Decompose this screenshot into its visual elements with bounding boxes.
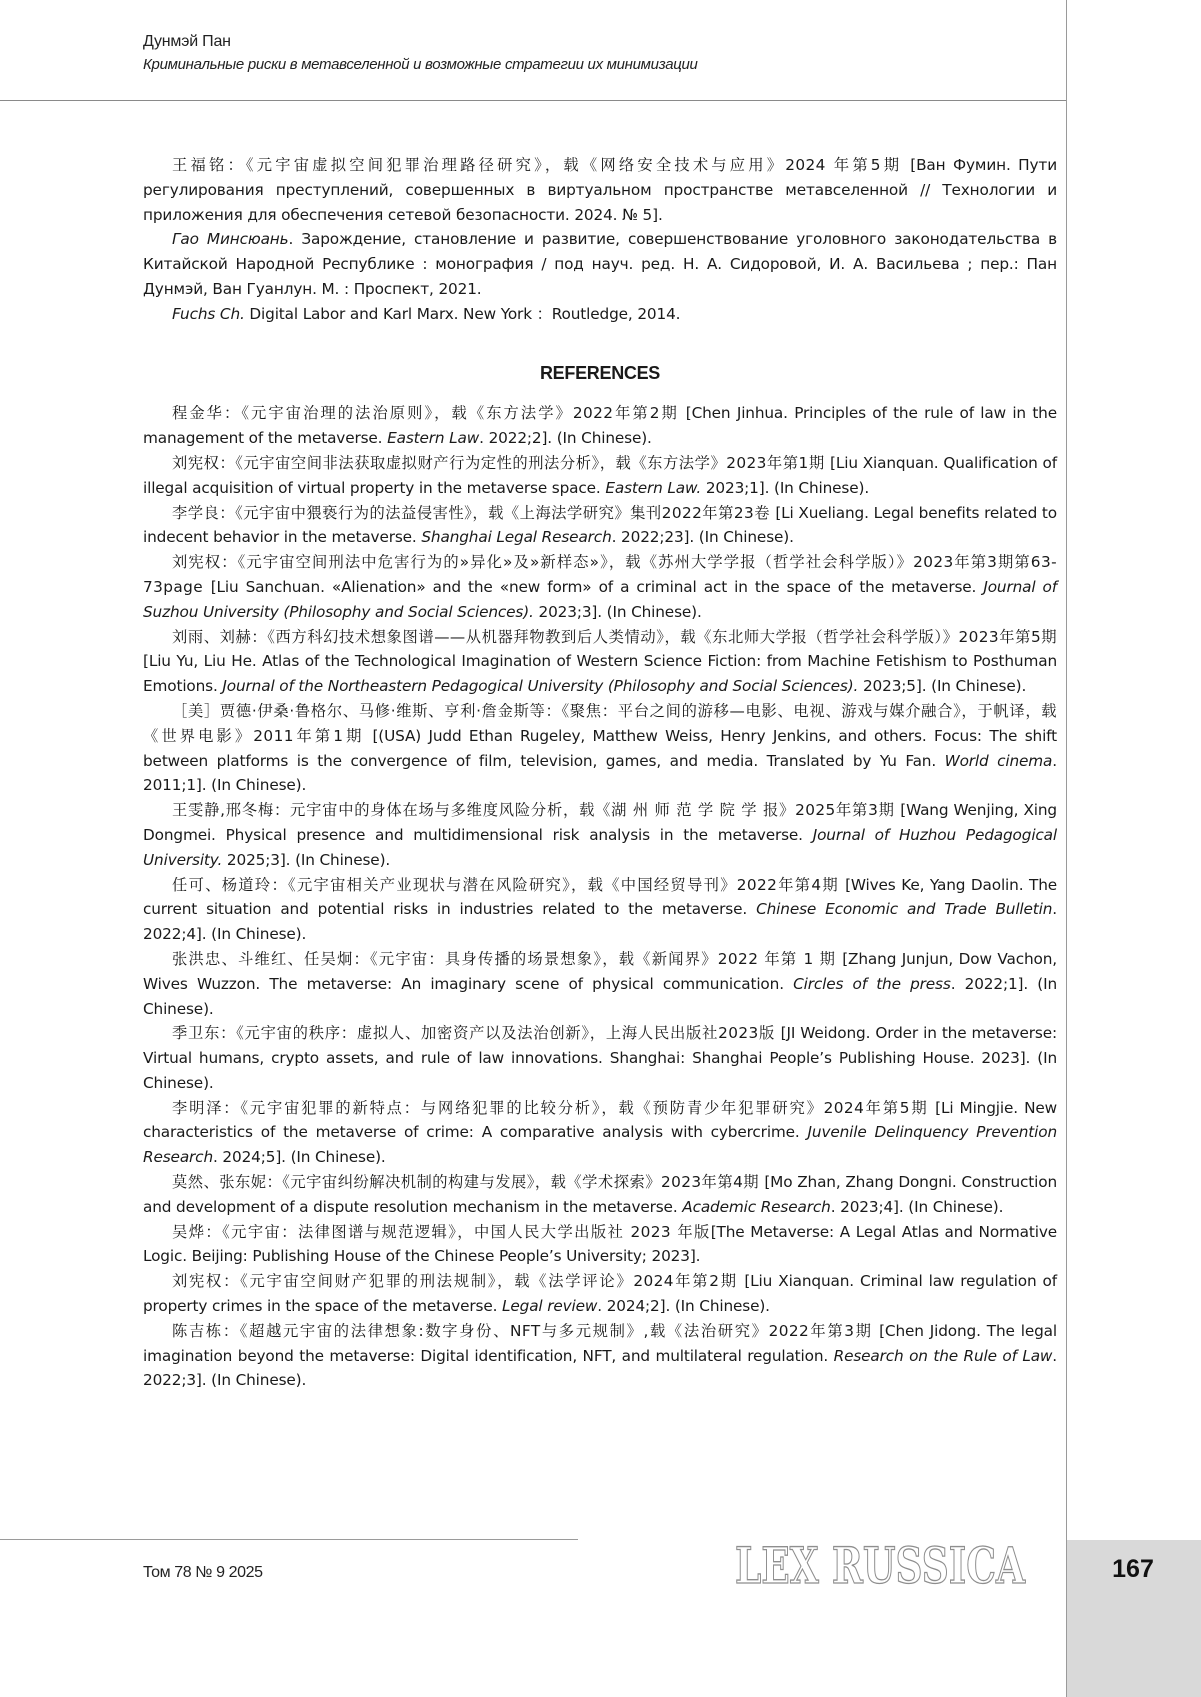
reference-original-text: 李明泽：《元宇宙犯罪的新特点：与网络犯罪的比较分析》，载《预防青少年犯罪研究》2024年第5期 <box>172 1098 936 1117</box>
reference-text: . 2011;1]. (In Chinese). <box>143 751 1057 795</box>
reference-source-title: Juvenile Delinquency Prevention Research <box>143 1123 1057 1167</box>
reference-source-title: World cinema <box>944 751 1053 770</box>
reference-source-title: Shanghai Legal Research <box>421 528 612 547</box>
reference-original-text: 刘宪权：《元宇宙空间财产犯罪的刑法规制》，载《法学评论》2024年第2期 <box>172 1272 745 1291</box>
reference-entry <box>143 1170 1057 1220</box>
reference-original-text: 吴烨：《元宇宙：法律图谱与规范逻辑》，中国人民大学出版社 2023 年版 <box>172 1222 711 1241</box>
reference-original-text: 王雯静,邢冬梅：元宇宙中的身体在场与多维度风险分析，载《湖 州 师 范 学 院 学 报》2025年第3期 <box>172 801 901 820</box>
reference-original-text: 刘雨、刘赫：《西方科幻技术想象图谱——从机器拜物教到后人类情动》，载《东北师大学报（哲学社会科学版）》2023年第5期 <box>172 627 1057 646</box>
reference-entry <box>143 873 1057 947</box>
reference-text: 2025;3]. (In Chinese). <box>222 850 391 869</box>
reference-original-text: 任可、杨道玲：《元宇宙相关产业现状与潜在风险研究》，载《中国经贸导刊》2022年第4期 <box>172 875 846 894</box>
reference-source-title: Eastern Law. <box>605 478 702 497</box>
reference-source-title: Eastern Law <box>387 429 480 448</box>
reference-entry <box>143 1319 1057 1393</box>
reference-text: [The Metaverse: A Legal Atlas and Normative Logic. Beijing: Publishing House of the Chinese People’s University; 2023]. <box>143 1222 1057 1266</box>
reference-original-text: 季卫东：《元宇宙的秩序：虚拟人、加密资产以及法治创新》，上海人民出版社2023版 <box>172 1024 781 1043</box>
reference-text: [Mo Zhan, Zhang Dongni. Construction and development of a dispute resolution mechanism in the metaverse. <box>143 1173 1057 1216</box>
reference-entry <box>143 1220 1057 1270</box>
reference-text: [Chen Jidong. The legal imagination beyond the metaverse: Digital identification, NFT, and multilateral regulation. <box>143 1321 1057 1365</box>
reference-text: . Зарождение, становление и развитие, совершенствование уголовного законодательства в Китайской Народной Республике : монография / под науч. ред. Н. А. Сидоровой, И. А. Васильева ; пер.: Пан Дунмэй, Ван Гуанлун. М. : Проспект, 2021. <box>143 230 1057 298</box>
reference-text: [Wang Wenjing, Xing Dongmei. Physical presence and multidimensional risk analysis in the metaverse. <box>143 801 1057 844</box>
running-header <box>143 30 1053 76</box>
reference-source-title: Гао Минсюань <box>172 230 289 249</box>
reference-text: . 2024;2]. (In Chinese). <box>597 1297 770 1316</box>
reference-entry <box>143 451 1057 501</box>
reference-entry <box>143 798 1057 872</box>
reference-source-title: Chinese Economic and Trade Bulletin <box>756 900 1053 919</box>
reference-text: [Ван Фумин. Пути регулирования преступлений, совершенных в виртуальном пространстве метавселенной // Технологии и приложения для обеспечения сетевой безопасности. 2024. № 5]. <box>143 156 1057 224</box>
bibliography-entry <box>143 302 1057 327</box>
reference-source-title: Legal review <box>502 1297 598 1316</box>
reference-entry <box>143 401 1057 451</box>
reference-source-title: Journal of Huzhou Pedagogical University. <box>143 825 1057 869</box>
reference-entry <box>143 1269 1057 1319</box>
reference-entry <box>143 699 1057 798</box>
reference-text: . 2022;2]. (In Chinese). <box>479 429 652 448</box>
reference-text: [Liu Sanchuan. «Alienation» and the «new form» of a criminal act in the space of the metaverse. <box>210 577 984 596</box>
reference-entry <box>143 501 1057 551</box>
reference-source-title: Fuchs Ch. <box>172 304 245 323</box>
reference-source-title: Research on the Rule of Law <box>833 1346 1053 1365</box>
reference-text: [Liu Xianquan. Qualification of illegal acquisition of virtual property in the metaverse space. <box>143 453 1057 497</box>
reference-text: . 2022;4]. (In Chinese). <box>143 900 1058 944</box>
footer-volume: Том 78 № 9 2025 <box>143 1564 263 1581</box>
reference-text: [Li Mingjie. New characteristics of the metaverse of crime: A comparative analysis with cybercrime. <box>143 1098 1057 1142</box>
reference-original-text: ［美］贾德·伊桑·鲁格尔、马修·维斯、亨利·詹金斯等：《聚焦：平台之间的游移—电影、电视、游戏与媒介融合》，于帆译，载《世界电影》2011年第1期 <box>143 701 1057 745</box>
bibliography-entry <box>143 227 1057 301</box>
reference-text: . 2022;3]. (In Chinese). <box>143 1346 1057 1390</box>
reference-original-text: 陈吉栋：《超越元宇宙的法律想象:数字身份、NFT与多元规制》,载《法治研究》2022年第3期 <box>172 1321 880 1340</box>
reference-text: [Li Xueliang. Legal benefits related to indecent behavior in the metaverse. <box>143 503 1057 547</box>
svg-text:LEX RUSSICA: LEX RUSSICA <box>735 1536 1026 1595</box>
reference-text: . 2023;4]. (In Chinese). <box>830 1197 1004 1216</box>
page-number: 167 <box>1112 1555 1154 1583</box>
references-list <box>143 401 1057 1393</box>
reference-original-text: 李学良：《元宇宙中猥亵行为的法益侵害性》，载《上海法学研究》集刊2022年第23卷 <box>172 503 776 522</box>
reference-entry <box>143 625 1057 699</box>
reference-entry <box>143 1096 1057 1170</box>
reference-original-text: 刘宪权：《元宇宙空间非法获取虚拟财产行为定性的刑法分析》，载《东方法学》2023年第1期 <box>172 453 831 472</box>
header-divider <box>0 100 1066 101</box>
reference-source-title: Academic Research <box>682 1197 831 1216</box>
reference-text: 2023;1]. (In Chinese). <box>701 478 870 497</box>
reference-text: [Liu Xianquan. Criminal law regulation of property crimes in the space of the metaverse. <box>143 1272 1057 1316</box>
reference-text: [(USA) Judd Ethan Rugeley, Matthew Weiss, Henry Jenkins, and others. Focus: The shift between platforms is the convergence of film, television, games, and media. Translated by Yu Fan. <box>143 726 1058 770</box>
reference-source-title: Journal of the Northeastern Pedagogical University (Philosophy and Social Sciences). <box>222 677 859 696</box>
reference-text: [Chen Jinhua. Principles of the rule of law in the management of the metaverse. <box>143 404 1057 448</box>
header-author: Дунмэй Пан <box>143 33 231 50</box>
references-heading: REFERENCES <box>539 362 661 383</box>
reference-original-text: 张洪忠、斗维红、任吴炯：《元宇宙：具身传播的场景想象》，载《新闻界》2022 年第 1 期 <box>172 949 843 968</box>
reference-text: 2023;5]. (In Chinese). <box>858 677 1027 696</box>
reference-original-text: 刘宪权：《元宇宙空间刑法中危害行为的»异化»及»新样态»》，载《苏州大学学报（哲学社会科学版）》2023年第3期第63-73page <box>143 553 1057 596</box>
reference-original-text: 莫然、张东妮：《元宇宙纠纷解决机制的构建与发展》，载《学术探索》2023年第4期 <box>172 1173 765 1192</box>
reference-text: [JI Weidong. Order in the metaverse: Virtual humans, crypto assets, and rule of law innovations. Shanghai: Shanghai People’s Publishing House. 2023]. (In Chinese). <box>143 1024 1057 1092</box>
reference-source-title: Circles of the press <box>793 974 951 993</box>
reference-text: [Zhang Junjun, Dow Vachon, Wives Wuzzon. The metaverse: An imaginary scene of physical communication. <box>143 949 1057 993</box>
bibliography-entry <box>143 153 1057 227</box>
bibliography-body <box>143 153 1057 1393</box>
reference-text: Digital Labor and Karl Marx. New York ：Routledge, 2014. <box>244 304 681 323</box>
reference-entry <box>143 1021 1057 1095</box>
journal-logo <box>728 1535 1033 1597</box>
reference-entry <box>143 550 1057 624</box>
right-margin-strip <box>1066 0 1201 1697</box>
reference-original-text: 王福铭：《元宇宙虚拟空间犯罪治理路径研究》，载《网络安全技术与应用》2024 年第5期 <box>172 156 911 174</box>
reference-original-text: 程金华：《元宇宙治理的法治原则》，载《东方法学》2022年第2期 <box>172 404 686 423</box>
reference-source-title: Journal of Suzhou University (Philosophy and Social Sciences). <box>143 577 1057 621</box>
reference-text: . 2022;1]. (In Chinese). <box>143 974 1058 1018</box>
reference-text: [Wives Ke, Yang Daolin. The current situation and potential risks in industries related to the metaverse. <box>143 875 1058 919</box>
bibliography-list <box>143 153 1057 327</box>
reference-text: [Liu Yu, Liu He. Atlas of the Technological Imagination of Western Science Fiction: from Machine Fetishism to Posthuman Emotions. <box>143 652 1057 696</box>
reference-text: 2023;3]. (In Chinese). <box>533 602 702 621</box>
footer-divider <box>0 1539 578 1540</box>
reference-entry <box>143 947 1057 1021</box>
reference-text: . 2024;5]. (In Chinese). <box>213 1148 386 1167</box>
reference-text: . 2022;23]. (In Chinese). <box>611 528 794 547</box>
header-article-title: Криминальные риски в метавселенной и возможные стратегии их минимизации <box>143 56 698 73</box>
